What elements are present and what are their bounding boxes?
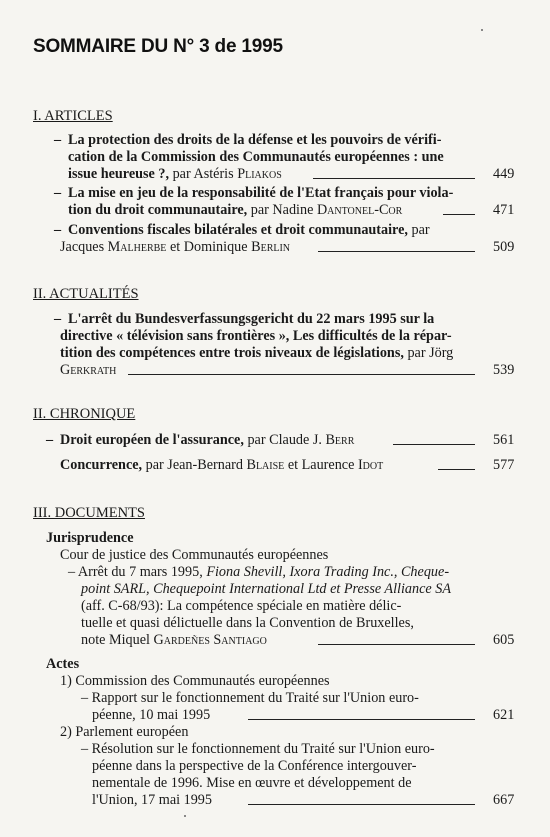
entry-title: Droit européen de l'assurance, bbox=[60, 432, 244, 448]
page-number: 605 bbox=[493, 632, 515, 648]
entry-byline: et Laurence bbox=[287, 457, 355, 473]
page-number: 621 bbox=[493, 707, 515, 723]
entry-dash: – bbox=[46, 432, 54, 448]
entry-byline: par bbox=[411, 222, 430, 238]
entry-title-line: l'Union, 17 mai 1995 bbox=[92, 792, 212, 808]
entry-title-line: cation de la Commission des Communautés européennes : une bbox=[68, 149, 444, 165]
dot-leader bbox=[318, 644, 475, 645]
dot-leader bbox=[128, 374, 475, 375]
entry-byline: par Claude J. bbox=[247, 432, 322, 448]
entry-title-line: Fiona Shevill, Ixora Trading Inc., Cheque- bbox=[206, 564, 450, 580]
entry-dash: – bbox=[54, 185, 62, 201]
entry-byline: par Nadine bbox=[250, 202, 314, 218]
page-title: SOMMAIRE DU N° 3 de 1995 bbox=[33, 36, 283, 57]
entry-title-line: nementale de 1996. Mise en œuvre et développement de bbox=[92, 775, 412, 791]
section-heading-chronique: II. CHRONIQUE bbox=[33, 406, 136, 422]
entry-title-line: directive « télévision sans frontières », Les difficultés de la répar- bbox=[60, 328, 452, 344]
entry-author: Berlin bbox=[251, 239, 291, 255]
page-number: 577 bbox=[493, 457, 515, 473]
dot-leader bbox=[443, 214, 475, 215]
section-heading-actualites: II. ACTUALITÉS bbox=[33, 286, 139, 302]
entry-author: Gerkrath bbox=[60, 362, 117, 378]
entry-dash: – bbox=[54, 311, 62, 327]
page-number: 561 bbox=[493, 432, 515, 448]
entry-title-line: issue heureuse ?, bbox=[68, 166, 170, 182]
entry-author: Pliakos bbox=[237, 166, 282, 182]
scan-speck bbox=[184, 815, 186, 817]
entry-byline: note Miquel bbox=[81, 632, 150, 648]
entry-title-line: La mise en jeu de la responsabilité de l'Etat français pour viola- bbox=[68, 185, 454, 201]
entry-byline: et Dominique bbox=[169, 239, 248, 255]
dot-leader bbox=[393, 444, 475, 445]
entry-title-line: (aff. C-68/93): La compétence spéciale en matière délic- bbox=[81, 598, 402, 614]
section-heading-articles: I. ARTICLES bbox=[33, 108, 113, 124]
page-number: 667 bbox=[493, 792, 515, 808]
section-heading-documents: III. DOCUMENTS bbox=[33, 505, 145, 521]
scan-speck bbox=[481, 29, 483, 31]
entry-byline: par Jean-Bernard bbox=[145, 457, 243, 473]
dot-leader bbox=[438, 469, 475, 470]
entry-dash: – bbox=[54, 222, 62, 238]
entry-author: Idot bbox=[357, 457, 384, 473]
entry-author: Malherbe bbox=[107, 239, 167, 255]
dot-leader bbox=[318, 251, 475, 252]
entry-title: Concurrence, bbox=[60, 457, 143, 473]
subsection-actes: Actes bbox=[46, 656, 80, 672]
entry-title-line: tuelle et quasi délictuelle dans la Convention de Bruxelles, bbox=[81, 615, 414, 631]
page-number: 539 bbox=[493, 362, 515, 378]
entry-author: Blaise bbox=[246, 457, 285, 473]
entry-byline: Jacques bbox=[60, 239, 105, 255]
entry-author: Dantonel-Cor bbox=[316, 202, 403, 218]
entry-title-line: péenne dans la perspective de la Conférence intergouver- bbox=[92, 758, 417, 774]
page-number: 471 bbox=[493, 202, 515, 218]
entry-author: Berr bbox=[325, 432, 355, 448]
entry-byline: par Jörg bbox=[407, 345, 454, 361]
entry-title-line: – Arrêt du 7 mars 1995, bbox=[68, 564, 203, 580]
entry-title-line: péenne, 10 mai 1995 bbox=[92, 707, 211, 723]
acte-heading: 1) Commission des Communautés européennes bbox=[60, 673, 330, 689]
entry-title-line: tition des compétences entre trois niveaux de législations, bbox=[60, 345, 404, 361]
subsection-jurisprudence: Jurisprudence bbox=[46, 530, 134, 546]
dot-leader bbox=[248, 804, 475, 805]
page-number: 449 bbox=[493, 166, 515, 182]
entry-title-line: L'arrêt du Bundesverfassungsgericht du 22 mars 1995 sur la bbox=[68, 311, 435, 327]
entry-title-line: Conventions fiscales bilatérales et droit communautaire, bbox=[68, 222, 408, 238]
entry-byline: par Astéris bbox=[172, 166, 234, 182]
acte-heading: 2) Parlement européen bbox=[60, 724, 189, 740]
dot-leader bbox=[248, 719, 475, 720]
dot-leader bbox=[313, 178, 475, 179]
entry-title-line: La protection des droits de la défense et les pouvoirs de vérifi- bbox=[68, 132, 442, 148]
court-name: Cour de justice des Communautés européennes bbox=[60, 547, 329, 563]
entry-title-line: – Résolution sur le fonctionnement du Traité sur l'Union euro- bbox=[81, 741, 435, 757]
entry-title-line: tion du droit communautaire, bbox=[68, 202, 248, 218]
entry-title-line: – Rapport sur le fonctionnement du Traité sur l'Union euro- bbox=[81, 690, 419, 706]
entry-author: Gardeñes Santiago bbox=[153, 632, 267, 648]
page-number: 509 bbox=[493, 239, 515, 255]
entry-dash: – bbox=[54, 132, 62, 148]
entry-title-line: point SARL, Chequepoint International Ltd et Presse Alliance SA bbox=[81, 581, 452, 597]
